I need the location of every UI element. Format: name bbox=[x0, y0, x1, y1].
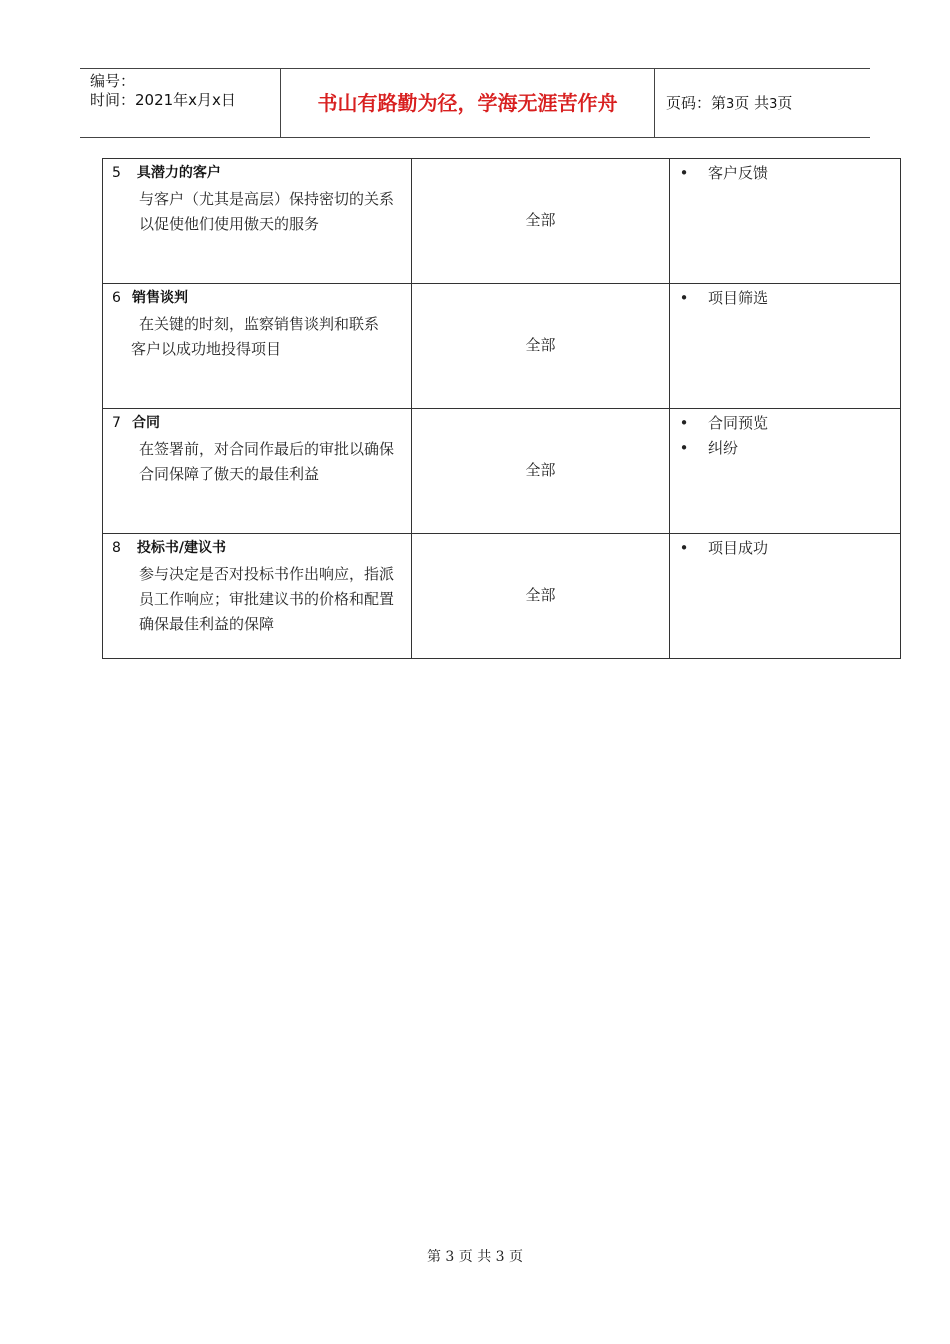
row-scope: 全部 bbox=[525, 211, 556, 229]
row-scope: 全部 bbox=[525, 586, 556, 604]
page-footer: 第 3 页 共 3 页 bbox=[426, 1249, 524, 1265]
list-item-text: 项目筛选 bbox=[708, 289, 769, 307]
list-item-text: 项目成功 bbox=[708, 539, 769, 557]
list-item bbox=[678, 436, 768, 461]
row-description: 在签署前，对合同作最后的审批以确保合同保障了傲天的最佳利益 bbox=[139, 440, 395, 483]
list-item-text: 客户反馈 bbox=[708, 164, 769, 182]
header-meta bbox=[80, 69, 281, 137]
row-description: 在关键的时刻，监察销售谈判和联系客户以成功地投得项目 bbox=[131, 315, 380, 358]
row-items bbox=[678, 161, 768, 186]
row-title-text: 具潜力的客户 bbox=[136, 165, 221, 181]
list-item bbox=[678, 286, 768, 311]
page-prefix: 页码：第 bbox=[666, 94, 727, 112]
row-items bbox=[678, 286, 768, 311]
list-item bbox=[678, 411, 768, 436]
code-label: 编号： bbox=[90, 72, 136, 90]
list-item-text: 纠纷 bbox=[708, 439, 739, 457]
row-title bbox=[112, 537, 226, 557]
row-title-text: 投标书/建议书 bbox=[136, 540, 226, 556]
row-scope: 全部 bbox=[525, 336, 556, 354]
row-number: 6 bbox=[112, 290, 121, 306]
page-total: 3 bbox=[769, 97, 778, 112]
row-description: 与客户（尤其是高层）保持密切的关系以促使他们使用傲天的服务 bbox=[139, 190, 395, 233]
row-scope: 全部 bbox=[525, 461, 556, 479]
table-row bbox=[103, 534, 901, 659]
row-title bbox=[112, 412, 160, 432]
bullet-dot-icon: • bbox=[679, 414, 689, 432]
motto: 书山有路勤为径，学海无涯苦作舟 bbox=[281, 69, 655, 137]
date-line: 时间：2021年x月x日 bbox=[90, 91, 236, 109]
list-item-text: 合同预览 bbox=[708, 414, 769, 432]
page-mid: 页 共 bbox=[734, 94, 770, 112]
responsibility-table bbox=[102, 158, 901, 659]
row-number: 8 bbox=[112, 540, 121, 556]
list-item bbox=[678, 536, 768, 561]
table-row bbox=[103, 159, 901, 284]
bullet-dot-icon: • bbox=[679, 439, 689, 457]
row-items bbox=[678, 536, 768, 561]
row-title bbox=[112, 162, 221, 182]
bullet-dot-icon: • bbox=[679, 164, 689, 182]
table-row bbox=[103, 409, 901, 534]
page-indicator bbox=[666, 69, 792, 137]
page-current: 3 bbox=[726, 97, 735, 112]
bullet-dot-icon: • bbox=[679, 539, 689, 557]
bullet-dot-icon: • bbox=[679, 289, 689, 307]
row-number: 5 bbox=[112, 165, 121, 181]
row-description: 参与决定是否对投标书作出响应，指派员工作响应；审批建议书的价格和配置确保最佳利益的保障 bbox=[139, 565, 395, 633]
table-row bbox=[103, 284, 901, 409]
page-suffix: 页 bbox=[777, 94, 793, 112]
row-items bbox=[678, 411, 768, 461]
row-number: 7 bbox=[112, 415, 121, 431]
row-title-text: 销售谈判 bbox=[132, 290, 188, 306]
row-title bbox=[112, 287, 188, 307]
list-item bbox=[678, 161, 768, 186]
row-title-text: 合同 bbox=[132, 415, 160, 431]
page-header bbox=[80, 68, 870, 138]
